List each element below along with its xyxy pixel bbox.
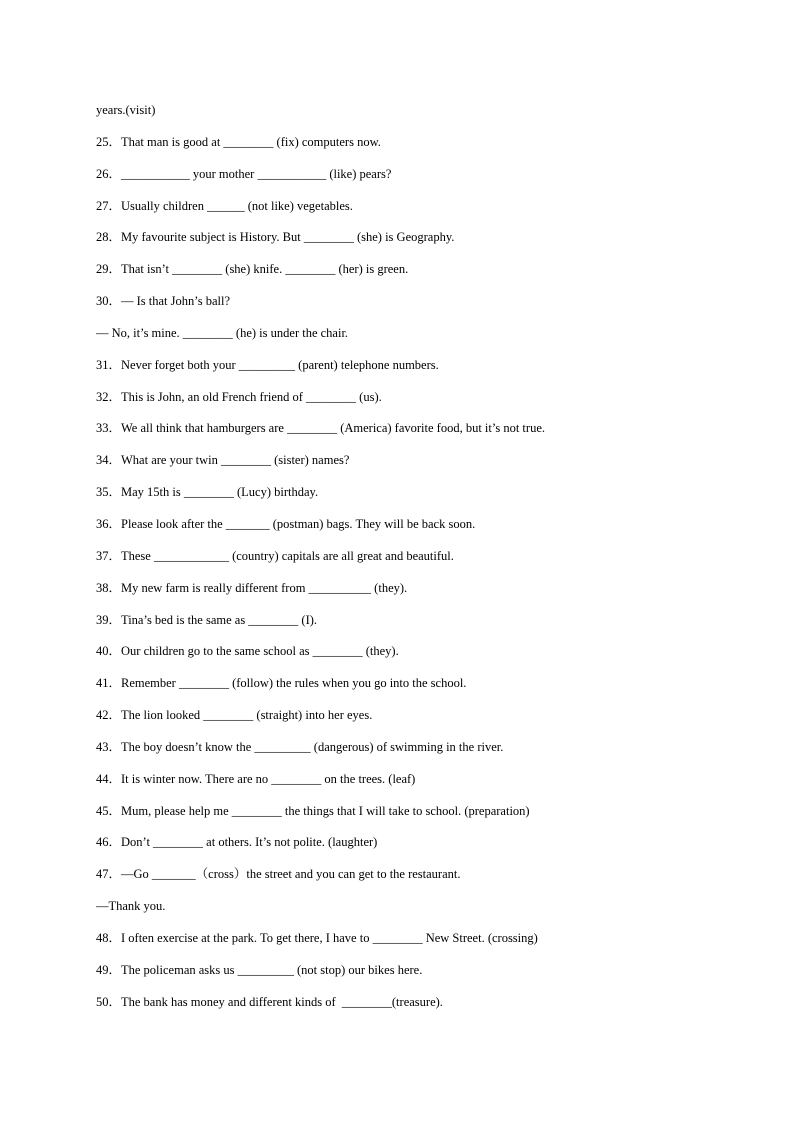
question-31: 31．Never forget both your _________ (parent) telephone numbers. (96, 357, 439, 372)
question-40: 40．Our children go to the same school as ________ (they). (96, 644, 399, 659)
question-42: 42．The lion looked ________ (straight) into her eyes. (96, 708, 373, 723)
question-47: 47．—Go _______（cross）the street and you can get to the restaurant. (96, 867, 461, 882)
question-27: 27．Usually children ______ (not like) vegetables. (96, 198, 353, 213)
question-35: 35．May 15th is ________ (Lucy) birthday. (96, 485, 319, 500)
question-49: 49．The policeman asks us _________ (not stop) our bikes here. (96, 962, 423, 977)
question-34: 34．What are your twin ________ (sister) names? (96, 453, 350, 468)
question-29: 29．That isn’t ________ (she) knife. ________ (her) is green. (96, 262, 409, 277)
question-26: 26．___________ your mother ___________ (like) pears? (96, 166, 392, 181)
question-25: 25．That man is good at ________ (fix) computers now. (96, 134, 381, 149)
question-30-reply: — No, it’s mine. ________ (he) is under the chair. (96, 325, 349, 340)
question-36: 36．Please look after the _______ (postman) bags. They will be back soon. (96, 516, 476, 531)
question-43: 43．The boy doesn’t know the _________ (dangerous) of swimming in the river. (96, 739, 504, 754)
question-30: 30．— Is that John’s ball? (96, 294, 231, 309)
question-46: 46．Don’t ________ at others. It’s not polite. (laughter) (96, 835, 378, 850)
text-line: years.(visit) (96, 103, 156, 117)
question-50: 50．The bank has money and different kinds of ________(treasure). (96, 994, 443, 1009)
question-28: 28．My favourite subject is History. But ________ (she) is Geography. (96, 230, 455, 245)
question-44: 44．It is winter now. There are no ________ on the trees. (leaf) (96, 771, 416, 786)
question-45: 45．Mum, please help me ________ the things that I will take to school. (preparation) (96, 803, 530, 818)
question-38: 38．My new farm is really different from __________ (they). (96, 580, 408, 595)
question-32: 32．This is John, an old French friend of ________ (us). (96, 389, 382, 404)
exercise-list (96, 101, 736, 1024)
question-37: 37．These ____________ (country) capitals are all great and beautiful. (96, 548, 454, 563)
question-47-reply: —Thank you. (96, 899, 166, 914)
question-41: 41．Remember ________ (follow) the rules when you go into the school. (96, 676, 467, 691)
question-33: 33．We all think that hamburgers are ________ (America) favorite food, but it’s not true. (96, 421, 545, 436)
question-39: 39．Tina’s bed is the same as ________ (I). (96, 612, 318, 627)
question-48: 48．I often exercise at the park. To get there, I have to ________ New Street. (crossing) (96, 930, 538, 945)
